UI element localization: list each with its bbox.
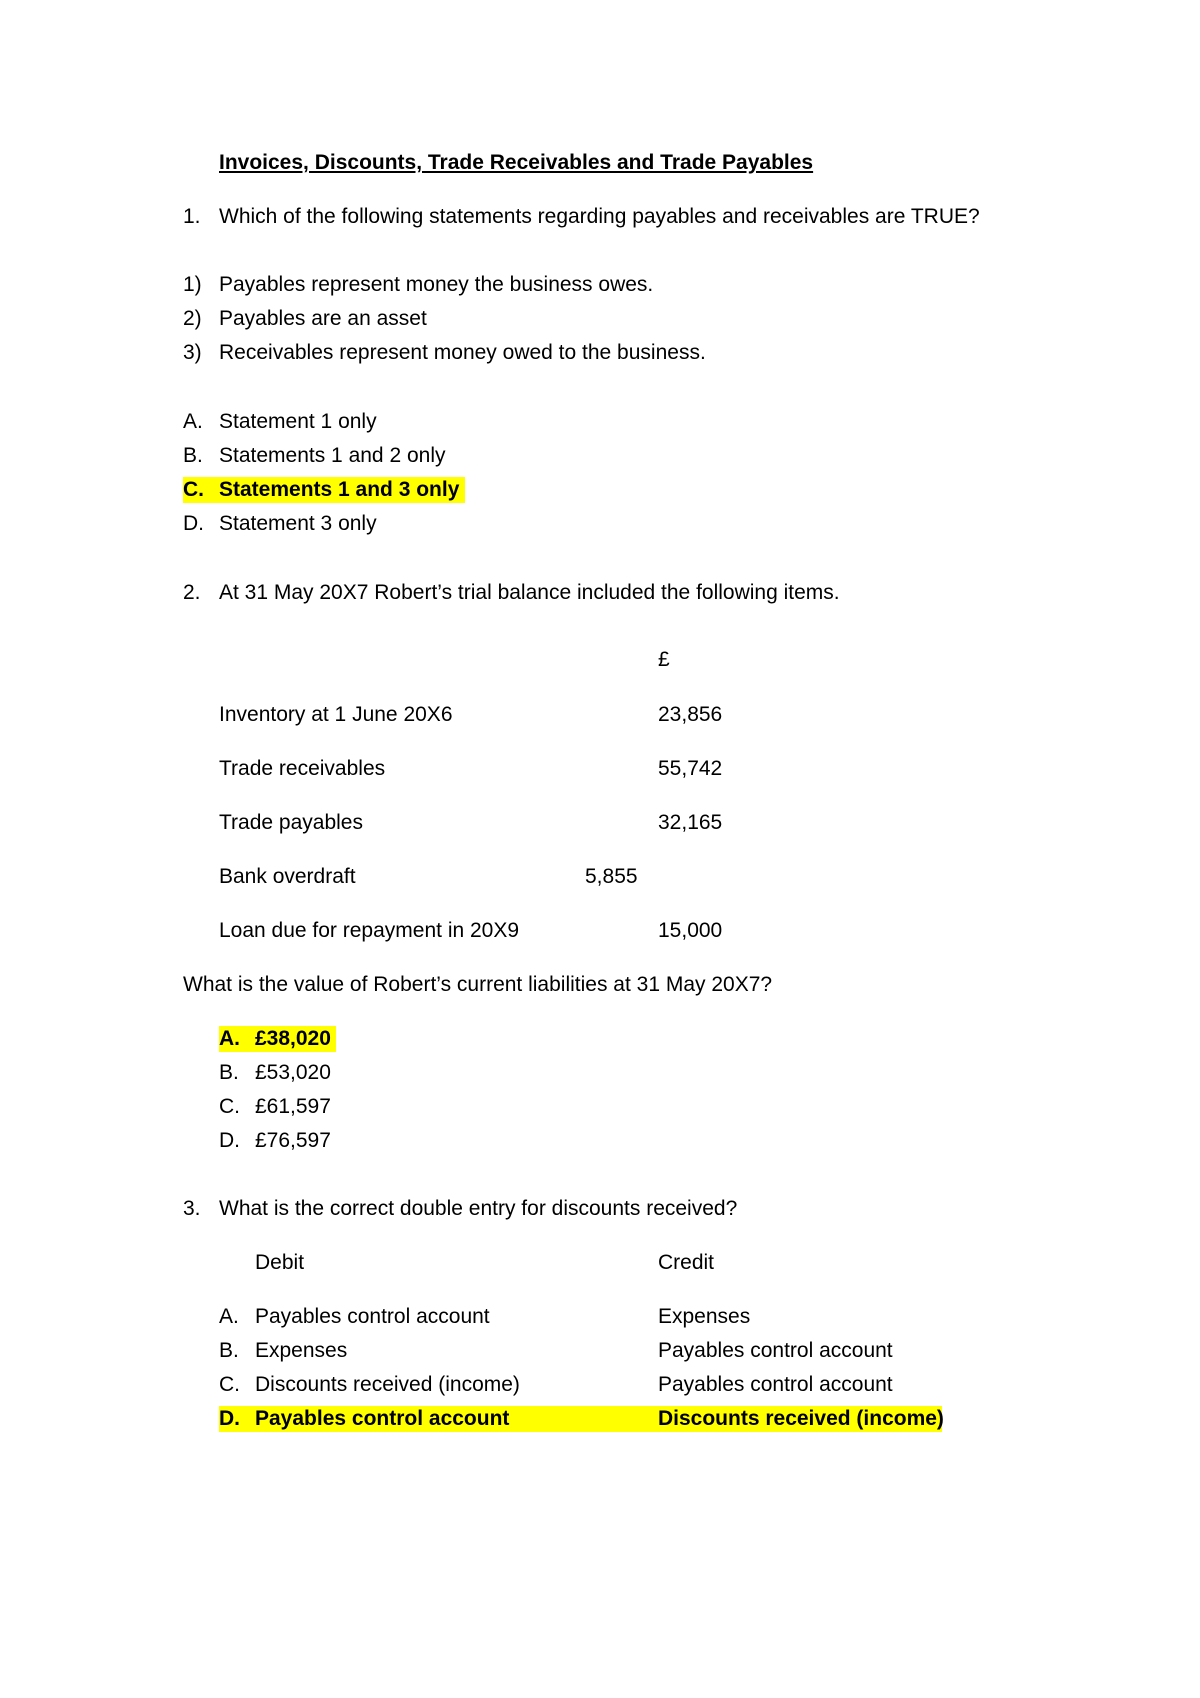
q2-followup-question: What is the value of Robert’s current liabilities at 31 May 20X7? <box>183 973 773 996</box>
q1-correct-answer-highlight <box>183 477 465 503</box>
q2-option-letter: A. <box>219 1027 240 1050</box>
q1-statement-number: 1) <box>183 273 202 296</box>
q3-option-credit: Payables control account <box>658 1339 893 1362</box>
q2-number: 2. <box>183 581 201 604</box>
q2-currency-header: £ <box>658 648 670 671</box>
q3-question: What is the correct double entry for discounts received? <box>219 1197 738 1220</box>
q1-option-text: Statement 3 only <box>219 512 377 535</box>
q2-option-letter: C. <box>219 1095 240 1118</box>
q1-statement-number: 2) <box>183 307 202 330</box>
q2-item-amount: 55,742 <box>658 757 723 780</box>
q1-statement-number: 3) <box>183 341 202 364</box>
q1-option-letter: A. <box>183 410 203 433</box>
q2-option-text: £76,597 <box>255 1129 331 1152</box>
q2-option-text: £38,020 <box>255 1027 331 1050</box>
q2-option-letter: B. <box>219 1061 239 1084</box>
q2-item-label: Inventory at 1 June 20X6 <box>219 703 453 726</box>
q1-statement: Payables are an asset <box>219 307 427 330</box>
q2-item-label: Trade payables <box>219 811 363 834</box>
q3-option-credit: Expenses <box>658 1305 751 1328</box>
q1-option-text: Statements 1 and 2 only <box>219 444 446 467</box>
q3-option-credit: Payables control account <box>658 1373 893 1396</box>
q1-option-text: Statement 1 only <box>219 410 377 433</box>
q2-option-text: £61,597 <box>255 1095 331 1118</box>
q2-option-text: £53,020 <box>255 1061 331 1084</box>
q2-item-amount: 32,165 <box>658 811 723 834</box>
q1-statement: Payables represent money the business owes. <box>219 273 654 296</box>
q2-question: At 31 May 20X7 Robert’s trial balance included the following items. <box>219 581 840 604</box>
q3-option-letter: A. <box>219 1305 239 1328</box>
q1-number: 1. <box>183 205 201 228</box>
q3-option-credit: Discounts received (income) <box>658 1407 944 1430</box>
q2-item-amount: 5,855 <box>585 865 638 888</box>
q3-option-debit: Payables control account <box>255 1407 510 1430</box>
q3-option-debit: Discounts received (income) <box>255 1373 520 1396</box>
q3-option-letter: D. <box>219 1407 240 1430</box>
q2-option-letter: D. <box>219 1129 240 1152</box>
q2-item-label: Trade receivables <box>219 757 386 780</box>
q3-debit-header: Debit <box>255 1251 305 1274</box>
q2-item-label: Bank overdraft <box>219 865 356 888</box>
q1-option-text: Statements 1 and 3 only <box>219 478 460 501</box>
q1-statement: Receivables represent money owed to the business. <box>219 341 706 364</box>
q2-item-label: Loan due for repayment in 20X9 <box>219 919 520 942</box>
q1-question: Which of the following statements regarding payables and receivables are TRUE? <box>219 205 980 228</box>
page-title: Invoices, Discounts, Trade Receivables and Trade Payables <box>219 151 814 174</box>
q3-option-debit: Payables control account <box>255 1305 490 1328</box>
q1-option-letter: B. <box>183 444 203 467</box>
q2-item-amount: 23,856 <box>658 703 723 726</box>
q3-correct-answer-highlight <box>219 1406 942 1432</box>
q3-number: 3. <box>183 1197 201 1220</box>
q3-option-letter: C. <box>219 1373 240 1396</box>
q3-option-letter: B. <box>219 1339 239 1362</box>
q2-correct-answer-highlight <box>219 1026 336 1052</box>
q3-option-debit: Expenses <box>255 1339 348 1362</box>
q3-credit-header: Credit <box>658 1251 715 1274</box>
q1-option-letter: C. <box>183 478 204 501</box>
q1-option-letter: D. <box>183 512 204 535</box>
q2-item-amount: 15,000 <box>658 919 723 942</box>
